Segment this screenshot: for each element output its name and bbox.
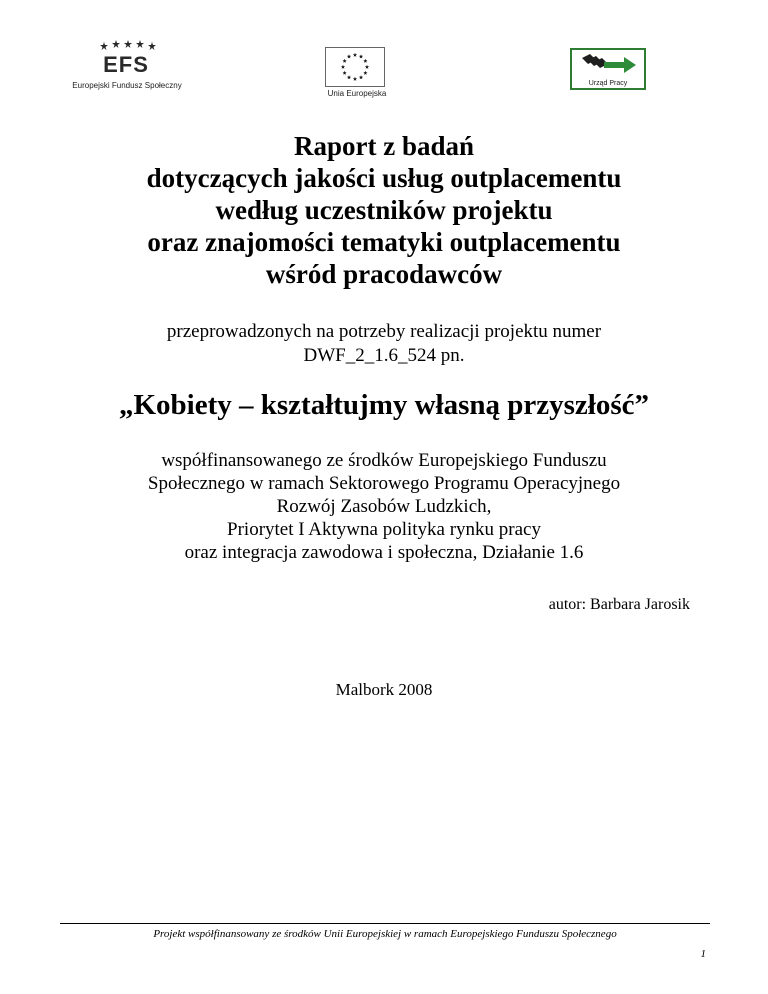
eu-star-icon bbox=[343, 59, 347, 63]
eu-star-icon bbox=[359, 75, 363, 79]
eu-star-icon bbox=[363, 59, 367, 63]
eu-star-icon bbox=[347, 75, 351, 79]
title-line: oraz znajomości tematyki outplacementu bbox=[147, 227, 621, 257]
efs-logo bbox=[72, 40, 182, 96]
eu-star-icon bbox=[363, 71, 367, 75]
funding-line: Społecznego w ramach Sektorowego Programu Operacyjnego bbox=[147, 473, 621, 494]
funding-line: współfinansowanego ze środków Europejskiego Funduszu bbox=[161, 450, 607, 471]
footer-text: Projekt współfinansowany ze środków Unii Europejskiej w ramach Europejskiego Funduszu Społecznego bbox=[153, 928, 617, 940]
title-line: Raport z badań bbox=[293, 131, 475, 161]
eu-star-icon bbox=[353, 53, 357, 57]
efs-logo-word: EFS bbox=[103, 52, 149, 77]
intro-text bbox=[60, 320, 708, 368]
funding-line: Priorytet I Aktywna polityka rynku pracy bbox=[227, 519, 541, 540]
project-name: „Kobiety – kształtujmy własną przyszłość” bbox=[118, 389, 650, 421]
efs-logo-caption: Europejski Fundusz Społeczny bbox=[72, 81, 182, 90]
eu-star-icon bbox=[365, 65, 369, 69]
title-line: według uczestników projektu bbox=[215, 195, 553, 225]
funding-line: Rozwój Zasobów Ludzkich, bbox=[276, 496, 492, 517]
eu-star-icon bbox=[347, 54, 351, 58]
title-line: dotyczących jakości usług outplacementu bbox=[146, 163, 622, 193]
footer-divider bbox=[60, 923, 710, 924]
report-title bbox=[60, 130, 708, 290]
eu-star-icon bbox=[353, 77, 357, 81]
eu-star-icon bbox=[343, 71, 347, 75]
funding-text bbox=[60, 449, 708, 564]
labour-office-logo bbox=[570, 48, 646, 90]
intro-line: przeprowadzonych na potrzeby realizacji projektu numer bbox=[166, 321, 602, 342]
labour-office-arrow-icon bbox=[572, 50, 644, 80]
intro-line: DWF_2_1.6_524 pn. bbox=[303, 345, 465, 366]
title-line: wśród pracodawców bbox=[265, 259, 503, 289]
funding-line: oraz integracja zawodowa i społeczna, Działanie 1.6 bbox=[184, 542, 584, 563]
eu-star-icon bbox=[341, 65, 345, 69]
place-year: Malbork 2008 bbox=[335, 680, 433, 699]
page-number: 1 bbox=[700, 948, 706, 960]
author: autor: Barbara Jarosik bbox=[548, 596, 690, 613]
labour-office-caption: Urząd Pracy bbox=[588, 80, 628, 87]
eu-star-icon bbox=[359, 54, 363, 58]
eu-logo-caption: Unia Europejska bbox=[327, 89, 387, 98]
eu-flag-icon bbox=[325, 47, 385, 87]
eu-logo bbox=[322, 47, 392, 99]
